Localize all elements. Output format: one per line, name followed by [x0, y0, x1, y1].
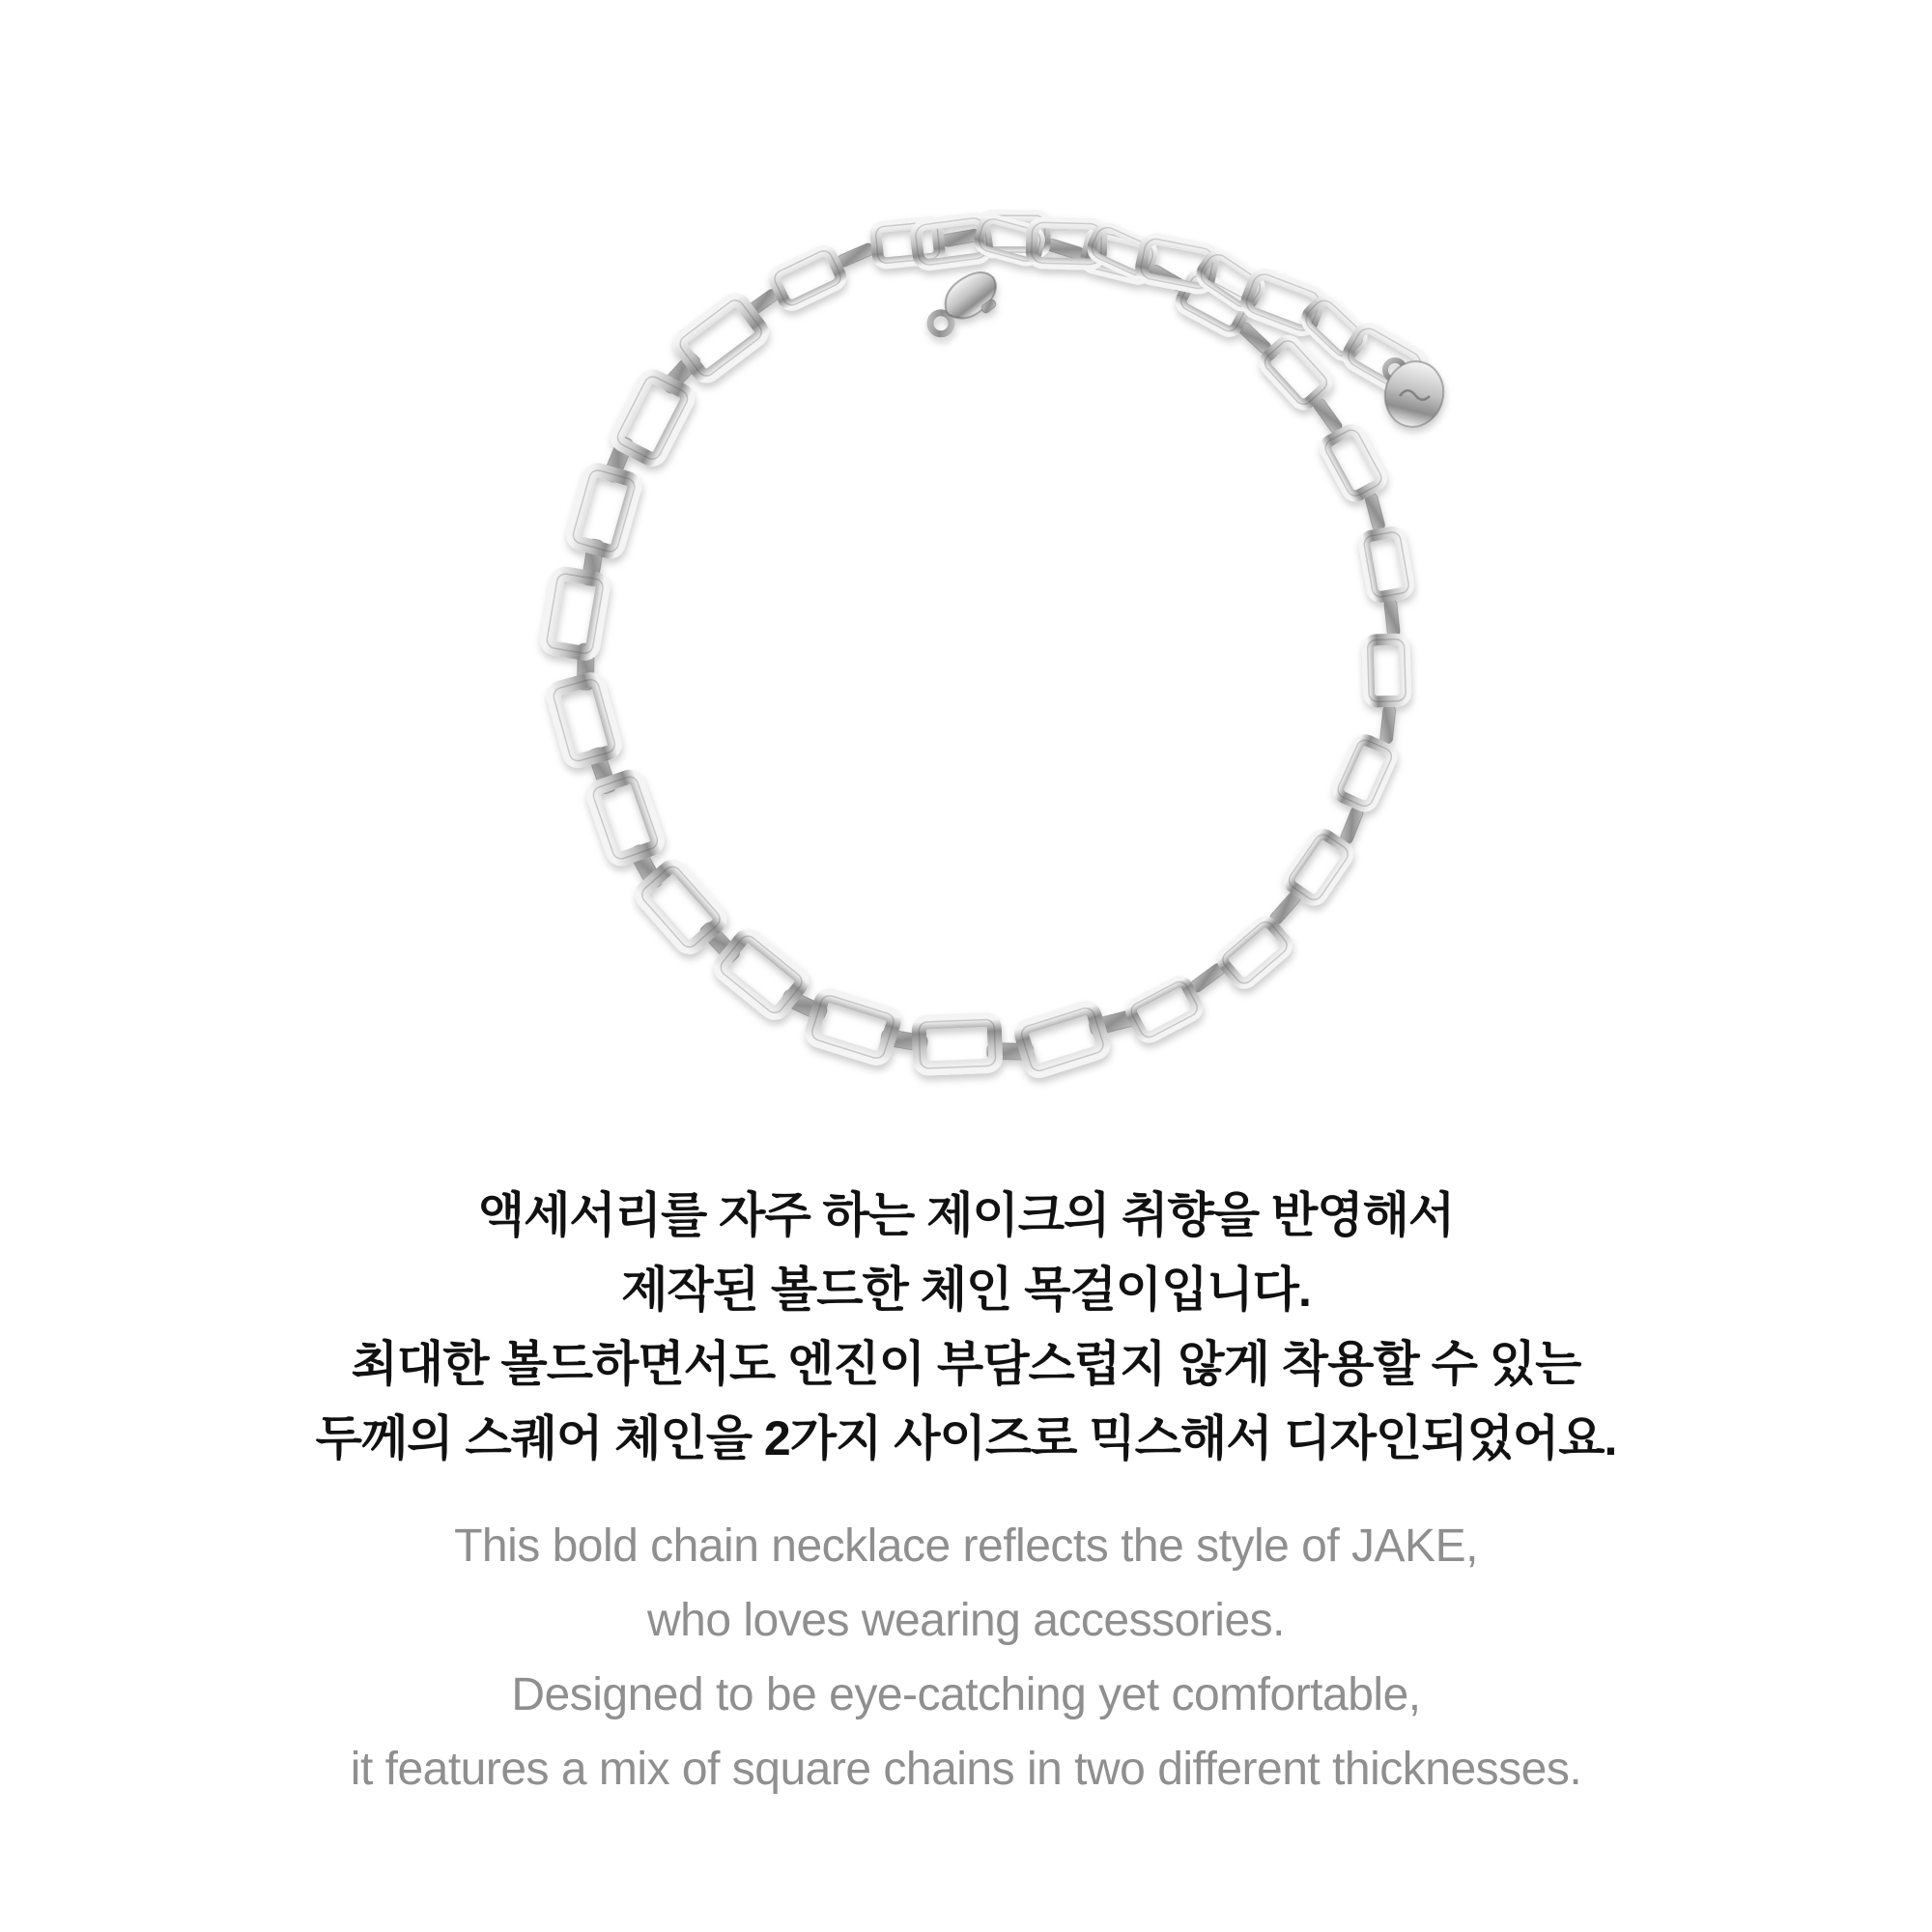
- description-line-en: it features a mix of square chains in two different thicknesses.: [350, 1744, 1582, 1795]
- description-line-en: This bold chain necklace reflects the style of JAKE,: [454, 1520, 1478, 1572]
- logo-tag: [1378, 355, 1451, 433]
- description-line-en: who loves wearing accessories.: [647, 1595, 1285, 1646]
- english-description: [0, 1509, 1932, 1806]
- lobster-clasp: [919, 263, 1009, 346]
- product-description: [0, 1179, 1932, 1806]
- necklace-illustration: [546, 215, 1450, 1073]
- description-line-ko: 두께의 스퀘어 체인을 2가지 사이즈로 믹스해서 디자인되었어요.: [315, 1411, 1617, 1465]
- description-line-ko: 액세서리를 자주 하는 제이크의 취향을 반영해서: [477, 1188, 1455, 1242]
- chain-loop: [546, 215, 1410, 1073]
- description-line-ko: 제작된 볼드한 체인 목걸이입니다.: [621, 1263, 1311, 1317]
- description-line-en: Designed to be eye-catching yet comfortable,: [511, 1669, 1421, 1720]
- description-line-ko: 최대한 볼드하면서도 엔진이 부담스럽지 않게 착용할 수 있는: [351, 1337, 1581, 1391]
- korean-description: [0, 1179, 1932, 1476]
